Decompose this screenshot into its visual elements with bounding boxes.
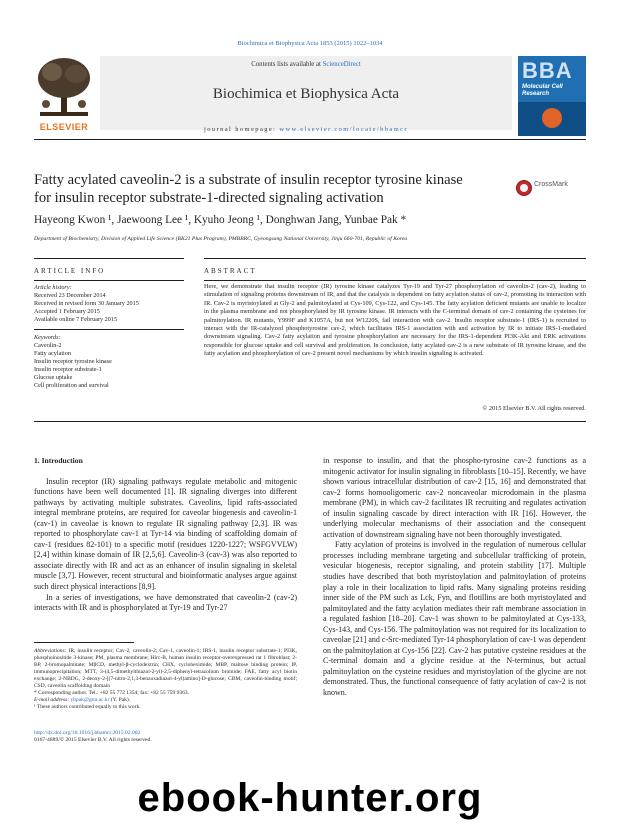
sciencedirect-link[interactable]: ScienceDirect xyxy=(322,61,361,68)
article-info-heading: ARTICLE INFO xyxy=(34,267,106,275)
keyword: Cell proliferation and survival xyxy=(34,382,109,389)
copyright: © 2015 Elsevier B.V. All rights reserved. xyxy=(482,405,586,412)
history-received: Received 23 December 2014 xyxy=(34,292,106,299)
affiliation: Department of Biochemistry, Division of Applied Life Science (BK21 Plus Program), PMBBRC, Gyeongsang National University, Jinju 660-701, Republic of Korea xyxy=(34,236,408,242)
keyword: Insulin receptor substrate-1 xyxy=(34,366,102,373)
keywords xyxy=(34,334,184,390)
journal-banner xyxy=(100,56,512,133)
history-revised: Received in revised form 30 January 2015 xyxy=(34,300,139,307)
crossmark-label: CrossMark xyxy=(534,181,568,188)
contents-line: Contents lists available at ScienceDirect xyxy=(251,61,361,68)
journal-citation[interactable]: Biochimica et Biophysica Acta 1853 (2015) 1022–1034 xyxy=(237,40,383,47)
info-head-rule xyxy=(34,280,184,281)
keyword: Insulin receptor tyrosine kinase xyxy=(34,358,112,365)
cover-title: BBA xyxy=(522,58,573,83)
corresponding-author: * Corresponding author. Tel.: +82 55 772 1354; fax: +82 55 759 9363. xyxy=(34,690,189,696)
masthead-rule xyxy=(34,139,586,140)
author-list: Hayeong Kwon ¹, Jaewoong Lee ¹, Kyuho Jeong ¹, Donghwan Jang, Yunbae Pak * xyxy=(34,214,407,226)
journal-title: Biochimica et Biophysica Acta xyxy=(212,86,400,102)
keywords-rule xyxy=(34,329,184,330)
crossmark-icon xyxy=(516,180,532,196)
abbreviations: Abbreviations: IR, insulin receptor; Cav-2, caveolin-2; Cav-1, caveolin-1; IRS-1, insulin receptor substrate-1; PI3K, phosphoinositide 3-kinase; PM, plasma membrane; Hirc-B, human insulin receptor-overexpressed rat 1 fibroblast; 2-BP, 2-bromopalmitate; MβCD, methyl-β-cyclodextrin; CHX, cycloheximide; MBP, maltose binding protein; IP, immunoprecipitation; MTT, 3-(4,5-dimethylthiazol-2-yl)-2,5-diphenyl-tetrazolium bromide; FAE, fatty acyl biotin exchange; 2-NBDG, 2-deoxy-2-[(7-nitro-2,1,3-benzoxadiazol-4-yl)amino]-D-glucose; CBM, caveolin-binding motif; CSD, caveolin scaffolding domain xyxy=(34,648,298,689)
history-label: Article history: xyxy=(34,284,72,291)
equal-contribution: ¹ These authors contributed equally to this work. xyxy=(34,704,141,710)
info-rule xyxy=(34,258,184,259)
journal-cover xyxy=(518,56,586,136)
publisher-name: ELSEVIER xyxy=(39,122,89,132)
section-heading: 1. Introduction xyxy=(34,456,83,465)
journal-homepage: journal homepage: www.elsevier.com/locate/bbamcr xyxy=(204,126,408,133)
article-history xyxy=(34,284,184,324)
issn-line: 0167-4889/© 2015 Elsevier B.V. All rights reserved. xyxy=(34,737,152,743)
homepage-link[interactable]: www.elsevier.com/locate/bbamcr xyxy=(279,126,408,133)
watermark: ebook-hunter.org xyxy=(137,776,483,820)
paragraph: Fatty acylation of proteins is involved in the regulation of numerous cellular processes including membrane targeting and subcellular trafficking of protein, vesicular biogenesis, receptor signaling, and protein stability [17]. Multiple studies have described that both myristoylation and palmitoylation of proteins play a role in their localization to lipid rafts. Many signaling proteins residing inner side of the PM such as Lck, Fyn, and flotillins are both myristoylated and palmitoylated and the fatty acylation mediates their raft membrane association in a regulated fashion [18–20]. Cav-1 was shown to be palmitoylated at Cys-133, Cys-143, and Cys-156. The palmitoylation was not required for its localization to caveolae [21] and c-Src-mediated Tyr-14 phosphorylation of cav-1 was dependent on the palmitoylation at Cys-156 [22]. Cav-2 has putative cysteine residues at the C-terminal domain and a glycine residue at the N-terminus, but actual palmitoylation on the cysteine residues and myristoylation of the glycine are not demonstrated. Thus, the functional consequence of fatty acylation of cav-2 is not known. xyxy=(323,540,586,698)
footnote-rule xyxy=(34,642,134,643)
elsevier-tree-logo xyxy=(34,56,94,130)
masthead xyxy=(34,56,586,136)
abstract-head-rule xyxy=(204,280,586,281)
email-link[interactable]: ybpak@gnu.ac.kr xyxy=(70,697,110,703)
paragraph: in response to insulin, and that the phospho-tyrosine cav-2 functions as a mitogenic activator for insulin signaling in fibroblasts [10–15]. Recently, we have shown various intracellular distribution of cav-2 [15, 16] and demonstrated that cav-2 forms homooligomeric cav-2 noncaveolar microdomain in the plasma membrane (PM), in which cav-2 facilitates IR recruiting and regulates activation of insulin signaling cascade by direct interaction with IR [16]. However, the underlying molecular mechanisms of their association and the consequent activation of downstream signaling have not been thoroughly investigated. xyxy=(323,456,586,539)
email-line: E-mail address: ybpak@gnu.ac.kr (Y. Pak). xyxy=(34,697,131,703)
doi-block xyxy=(34,730,152,744)
keywords-label: Keywords: xyxy=(34,334,61,341)
keyword: Glucose uptake xyxy=(34,374,73,381)
body-column-right xyxy=(323,456,586,699)
article-title: Fatty acylated caveolin-2 is a substrate of insulin receptor tyrosine kinase for insulin receptor substrate-1-directed signaling activation xyxy=(34,172,463,206)
history-accepted: Accepted 1 February 2015 xyxy=(34,308,100,315)
body-column-left xyxy=(34,456,297,614)
abstract-heading: ABSTRACT xyxy=(204,267,257,275)
crossmark-badge[interactable] xyxy=(516,180,594,196)
footnotes xyxy=(34,648,297,711)
keyword: Caveolin-2 xyxy=(34,342,62,349)
keyword: Fatty acylation xyxy=(34,350,71,357)
abstract-rule xyxy=(204,258,586,259)
cover-graphic xyxy=(542,108,562,128)
doi-link[interactable]: http://dx.doi.org/10.1016/j.bbamcr.2015.02.002 xyxy=(34,730,141,736)
body-rule xyxy=(34,421,586,422)
cover-subtitle: Molecular Cell Research xyxy=(522,84,563,97)
paragraph: Insulin receptor (IR) signaling pathways regulate metabolic and mitogenic functions have been well documented [1]. IR signaling diverges into different pathways by activating multiple substrates. Caveolins, lipid rafts-associated integral membrane proteins, are required for caveolar biogenesis and caveolin-1 (cav-1) in caveolae is known to regulate IR signaling pathway [2,3]. IR was reported to phosphorylate cav-1 at Tyr-14 via binding of scaffolding domain of cav-1 (residues 82-101) to a specific motif (residues 1220-1227; WSFGVVLW) [2,4] within kinase domain of IR [2,5,6]. Caveolin-3 (cav-3) was also reported to associate directly with IR and act as an enhancer of insulin signaling in skeletal muscle [3,7]. However, recent structural and bioinformatic analyses argue against such direct physical interactions [8,9]. xyxy=(34,476,297,592)
abstract-text: Here, we demonstrate that insulin receptor (IR) tyrosine kinase catalyzes Tyr-19 and Tyr-27 phosphorylation of caveolin-2 (cav-2), leading to stimulation of signaling proteins downstream of IR, and that the catalysis is dependent on fatty acylation status of cav-2, promoting its interaction with IR. Cav-2 is myristoylated at Gly-2 and palmitoylated at Cys-109, Cys-122, and Cys-145. The fatty acylation deficient mutants are unable to localize in the plasma membrane and not phosphorylated by IR tyrosine kinase. IR interacts with the C-terminal domain of cav-2 containing the cysteines for palmitoylation. IR mutants, Y999F and K1057A, but not W1220S, fail interaction with cav-2. Insulin receptor substrate-1 (IRS-1) is recruited to interact with the IR-catalyzed phosphotyrosine cav-2, which facilitates IRS-1 association with and activation by IR to initiate IRS-1-mediated downstream signaling. Cav-2 fatty acylation and tyrosine phosphorylation are necessary for the IRS-1-dependent PI3K-Akt and ERK activations responsible for glucose uptake and cell survival and proliferation. In conclusion, fatty acylated cav-2 is a new substrate of IR tyrosine kinase, and the fatty acylation and phosphorylation of cav-2 present novel mechanisms by which insulin signaling is activated. xyxy=(204,283,586,358)
history-online: Available online 7 February 2015 xyxy=(34,316,118,323)
paragraph: In a series of investigations, we have demonstrated that caveolin-2 (cav-2) interacts with IR and is phosphorylated at Tyr-19 and Tyr-27 xyxy=(34,592,297,613)
